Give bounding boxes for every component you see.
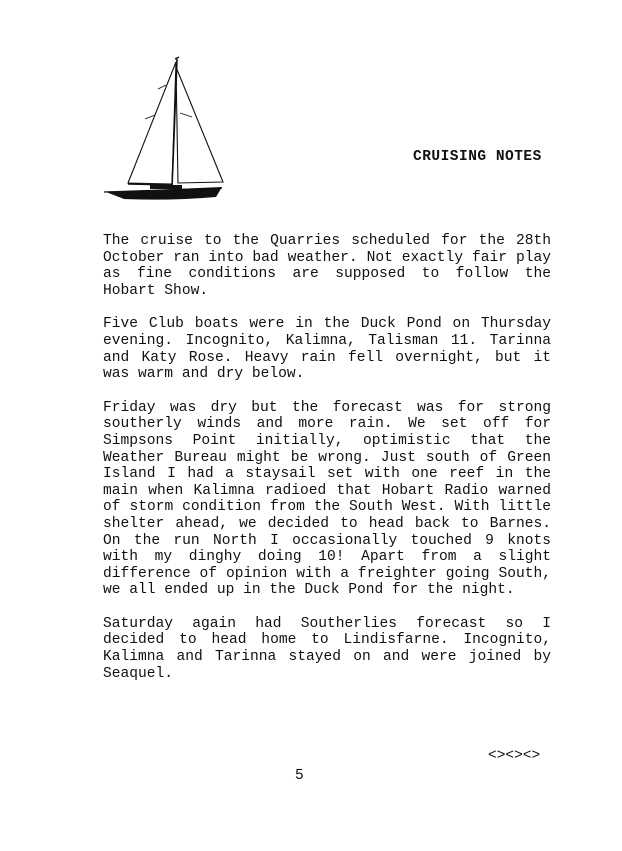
page-heading: CRUISING NOTES [413, 149, 542, 165]
boat-jib [176, 67, 223, 183]
sailboat-illustration [100, 55, 225, 205]
paragraph: Friday was dry but the forecast was for strong southerly winds and more rain. We set off for Simpsons Point initially, optimistic that the Weather Bureau might be wrong. Just south of Green Island I had a staysail set with one reef in the main when Kalimna radioed that Hobart Radio warned of storm condition from the South West. With little shelter ahead, we decided to head back to Barnes. On the run North I occasionally touched 9 knots with my dinghy doing 10! Apart from a slight difference of opinion with a freighter going South, we all ended up in the Duck Pond for the night. [103, 399, 551, 599]
section-end-mark: <><><> [488, 748, 541, 764]
paragraph: Saturday again had Southerlies forecast so I decided to head home to Lindisfarne. Incognito, Kalimna and Tarinna stayed on and were joined by Seaquel. [103, 615, 551, 682]
paragraph: Five Club boats were in the Duck Pond on Thursday evening. Incognito, Kalimna, Talisman 11. Tarinna and Katy Rose. Heavy rain fell overnight, but it was warm and dry below. [103, 316, 551, 383]
article-body [103, 233, 551, 699]
paragraph: The cruise to the Quarries scheduled for the 28th October ran into bad weather. Not exactly fair play as fine conditions are supposed to follow the Hobart Show. [103, 233, 551, 299]
page-number: 5 [295, 768, 304, 784]
boat-mainsail [128, 62, 176, 184]
